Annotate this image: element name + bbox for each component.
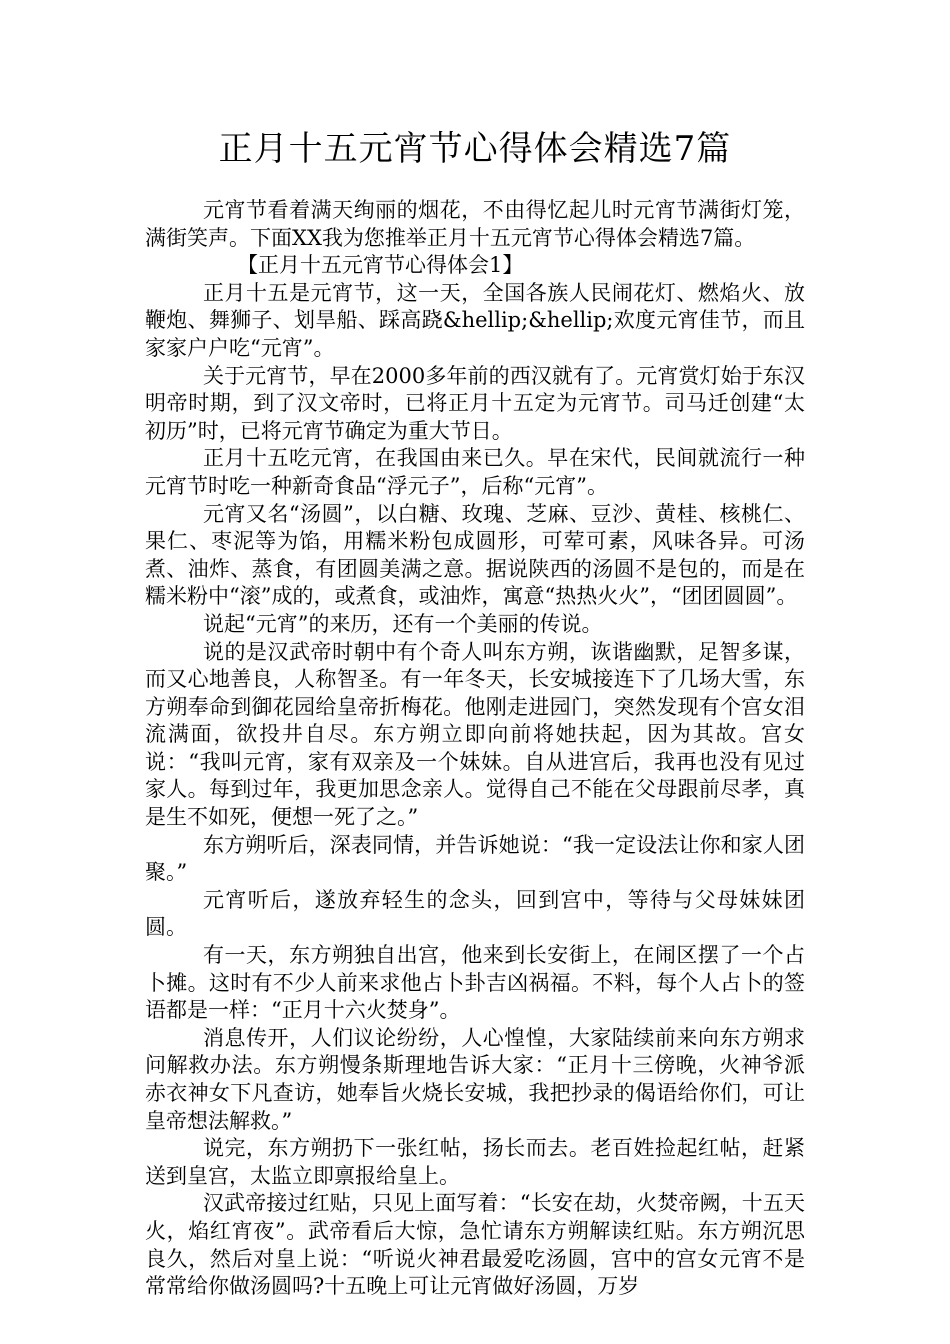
paragraph: 说的是汉武帝时朝中有个奇人叫东方朔，诙谐幽默，足智多谋，而又心地善良，人称智圣。有一年冬天，长安城接连下了几场大雪，东方朔奉命到御花园给皇帝折梅花。他刚走进园门，突然发现有个宫女泪流满面，欲投井自尽。东方朔立即向前将她扶起，因为其故。宫女说：“我叫元宵，家有双亲及一个妹妹。自从进宫后，我再也没有见过家人。每到过年，我更加思念亲人。觉得自己不能在父母跟前尽孝，真是生不如死，便想一死了之。” xyxy=(145,639,805,830)
document-title: 正月十五元宵节心得体会精选7篇 xyxy=(218,129,732,169)
paragraph: 正月十五吃元宵，在我国由来已久。早在宋代，民间就流行一种元宵节时吃一种新奇食品“浮元子”，后称“元宵”。 xyxy=(145,446,805,498)
intro-paragraph: 元宵节看着满天绚丽的烟花，不由得忆起儿时元宵节满街灯笼，满街笑声。下面XX我为您推举正月十五元宵节心得体会精选7篇。 xyxy=(145,198,805,250)
paragraph: 元宵听后，遂放弃轻生的念头，回到宫中，等待与父母妹妹团圆。 xyxy=(145,887,805,940)
paragraph: 有一天，东方朔独自出宫，他来到长安街上，在闹区摆了一个占卜摊。这时有不少人前来求他占卜卦吉凶祸福。不料，每个人占卜的签语都是一样：“正月十六火焚身”。 xyxy=(145,943,805,1023)
paragraph: 说完，东方朔扔下一张红帖，扬长而去。老百姓捡起红帖，赶紧送到皇宫，太监立即禀报给皇上。 xyxy=(145,1136,805,1188)
paragraph: 关于元宵节，早在2000多年前的西汉就有了。元宵赏灯始于东汉明帝时期，到了汉文帝时，已将正月十五定为元宵节。司马迁创建“太初历”时，已将元宵节确定为重大节日。 xyxy=(145,363,805,443)
document-body xyxy=(145,197,805,1301)
paragraph: 正月十五是元宵节，这一天，全国各族人民闹花灯、燃焰火、放鞭炮、舞狮子、划旱船、踩高跷&hellip;&hellip;欢度元宵佳节，而且家家户户吃“元宵”。 xyxy=(145,280,805,360)
paragraph: 消息传开，人们议论纷纷，人心惶惶，大家陆续前来向东方朔求问解救办法。东方朔慢条斯理地告诉大家：“正月十三傍晚，火神爷派赤衣神女下凡查访，她奉旨火烧长安城，我把抄录的偈语给你们，可让皇帝想法解救。” xyxy=(145,1025,805,1133)
section-heading: 【正月十五元宵节心得体会1】 xyxy=(237,253,524,278)
paragraph: 汉武帝接过红贴，只见上面写着：“长安在劫，火焚帝阙，十五天火，焰红宵夜”。武帝看后大惊，急忙请东方朔解读红贴。东方朔沉思良久，然后对皇上说：“听说火神君最爱吃汤圆，宫中的宫女元宵不是常常给你做汤圆吗?十五晚上可让元宵做好汤圆，万岁 xyxy=(145,1191,805,1299)
paragraph: 说起“元宵”的来历，还有一个美丽的传说。 xyxy=(203,611,603,636)
paragraph: 元宵又名“汤圆”，以白糖、玫瑰、芝麻、豆沙、黄桂、核桃仁、果仁、枣泥等为馅，用糯米粉包成圆形，可荤可素，风味各异。可汤煮、油炸、蒸食，有团圆美满之意。据说陕西的汤圆不是包的，而是在糯米粉中“滚”成的，或煮食，或油炸，寓意“热热火火”，“团团圆圆”。 xyxy=(145,501,805,609)
paragraph: 东方朔听后，深表同情，并告诉她说：“我一定设法让你和家人团聚。” xyxy=(145,832,805,885)
